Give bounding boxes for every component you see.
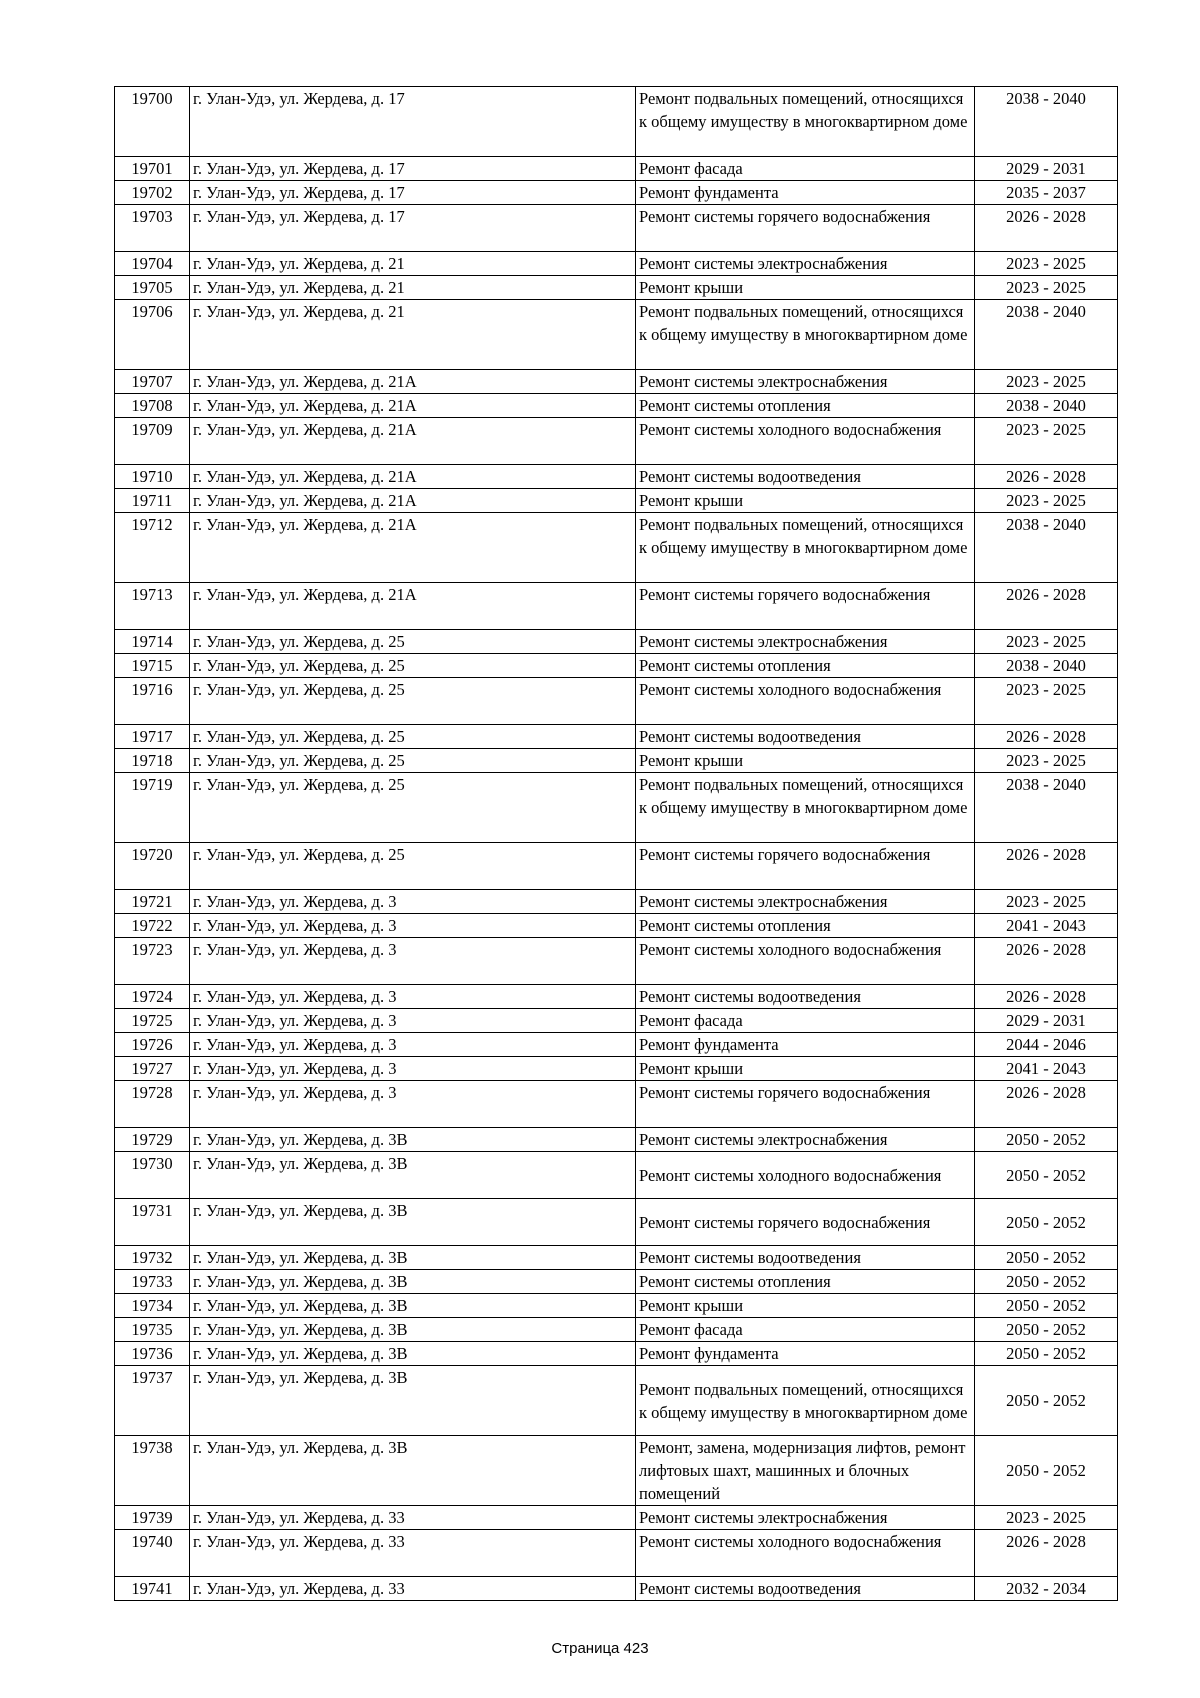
row-work-type: Ремонт системы отопления — [636, 654, 975, 678]
row-address: г. Улан-Удэ, ул. Жердева, д. 3 — [190, 914, 636, 938]
row-address: г. Улан-Удэ, ул. Жердева, д. 21 — [190, 252, 636, 276]
table-row — [115, 513, 1118, 583]
row-address: г. Улан-Удэ, ул. Жердева, д. 3 — [190, 938, 636, 985]
table-row — [115, 157, 1118, 181]
row-work-type: Ремонт системы горячего водоснабжения — [636, 843, 975, 890]
row-work-type: Ремонт системы отопления — [636, 394, 975, 418]
row-address: г. Улан-Удэ, ул. Жердева, д. 21А — [190, 513, 636, 583]
row-period: 2044 - 2046 — [975, 1033, 1118, 1057]
row-number: 19704 — [115, 252, 190, 276]
row-address: г. Улан-Удэ, ул. Жердева, д. 3В — [190, 1246, 636, 1270]
row-period: 2038 - 2040 — [975, 513, 1118, 583]
row-period: 2026 - 2028 — [975, 1530, 1118, 1577]
row-work-type: Ремонт системы водоотведения — [636, 465, 975, 489]
row-period: 2050 - 2052 — [975, 1436, 1118, 1506]
row-work-type: Ремонт системы электроснабжения — [636, 1128, 975, 1152]
row-work-type: Ремонт системы горячего водоснабжения — [636, 1199, 975, 1246]
row-number: 19721 — [115, 890, 190, 914]
row-period: 2038 - 2040 — [975, 773, 1118, 843]
row-period: 2050 - 2052 — [975, 1128, 1118, 1152]
table-row — [115, 1342, 1118, 1366]
row-number: 19729 — [115, 1128, 190, 1152]
row-address: г. Улан-Удэ, ул. Жердева, д. 17 — [190, 87, 636, 157]
table-row — [115, 370, 1118, 394]
table-row — [115, 890, 1118, 914]
row-number: 19701 — [115, 157, 190, 181]
row-period: 2050 - 2052 — [975, 1294, 1118, 1318]
row-address: г. Улан-Удэ, ул. Жердева, д. 17 — [190, 157, 636, 181]
table-row — [115, 1270, 1118, 1294]
row-work-type: Ремонт системы водоотведения — [636, 1577, 975, 1601]
row-period: 2041 - 2043 — [975, 1057, 1118, 1081]
row-address: г. Улан-Удэ, ул. Жердева, д. 3В — [190, 1366, 636, 1436]
row-period: 2038 - 2040 — [975, 300, 1118, 370]
row-work-type: Ремонт системы электроснабжения — [636, 252, 975, 276]
row-period: 2050 - 2052 — [975, 1246, 1118, 1270]
row-address: г. Улан-Удэ, ул. Жердева, д. 3В — [190, 1342, 636, 1366]
row-address: г. Улан-Удэ, ул. Жердева, д. 33 — [190, 1506, 636, 1530]
table-row — [115, 205, 1118, 252]
row-period: 2026 - 2028 — [975, 205, 1118, 252]
table-row — [115, 914, 1118, 938]
row-address: г. Улан-Удэ, ул. Жердева, д. 3В — [190, 1294, 636, 1318]
table-row — [115, 1009, 1118, 1033]
table-body — [115, 87, 1118, 1601]
row-number: 19715 — [115, 654, 190, 678]
row-address: г. Улан-Удэ, ул. Жердева, д. 25 — [190, 749, 636, 773]
row-work-type: Ремонт системы холодного водоснабжения — [636, 678, 975, 725]
row-number: 19738 — [115, 1436, 190, 1506]
row-address: г. Улан-Удэ, ул. Жердева, д. 3 — [190, 890, 636, 914]
table-row — [115, 1199, 1118, 1246]
row-period: 2050 - 2052 — [975, 1342, 1118, 1366]
row-work-type: Ремонт крыши — [636, 276, 975, 300]
row-number: 19717 — [115, 725, 190, 749]
row-period: 2023 - 2025 — [975, 276, 1118, 300]
row-number: 19710 — [115, 465, 190, 489]
table-row — [115, 1128, 1118, 1152]
row-work-type: Ремонт системы водоотведения — [636, 725, 975, 749]
row-address: г. Улан-Удэ, ул. Жердева, д. 21А — [190, 489, 636, 513]
row-work-type: Ремонт системы электроснабжения — [636, 890, 975, 914]
row-number: 19731 — [115, 1199, 190, 1246]
table-row — [115, 87, 1118, 157]
row-period: 2023 - 2025 — [975, 890, 1118, 914]
row-work-type: Ремонт крыши — [636, 1294, 975, 1318]
row-work-type: Ремонт системы электроснабжения — [636, 630, 975, 654]
table-row — [115, 843, 1118, 890]
row-work-type: Ремонт системы холодного водоснабжения — [636, 418, 975, 465]
row-number: 19714 — [115, 630, 190, 654]
row-period: 2029 - 2031 — [975, 1009, 1118, 1033]
row-address: г. Улан-Удэ, ул. Жердева, д. 21А — [190, 465, 636, 489]
row-work-type: Ремонт подвальных помещений, относящихся к общему имуществу в многоквартирном доме — [636, 513, 975, 583]
row-period: 2023 - 2025 — [975, 749, 1118, 773]
row-address: г. Улан-Удэ, ул. Жердева, д. 21 — [190, 276, 636, 300]
row-work-type: Ремонт системы электроснабжения — [636, 370, 975, 394]
row-address: г. Улан-Удэ, ул. Жердева, д. 21А — [190, 394, 636, 418]
table-row — [115, 276, 1118, 300]
table-row — [115, 489, 1118, 513]
row-number: 19741 — [115, 1577, 190, 1601]
row-period: 2026 - 2028 — [975, 985, 1118, 1009]
row-work-type: Ремонт системы водоотведения — [636, 1246, 975, 1270]
row-work-type: Ремонт системы отопления — [636, 914, 975, 938]
row-number: 19713 — [115, 583, 190, 630]
row-period: 2050 - 2052 — [975, 1366, 1118, 1436]
row-address: г. Улан-Удэ, ул. Жердева, д. 21А — [190, 418, 636, 465]
row-number: 19716 — [115, 678, 190, 725]
row-number: 19709 — [115, 418, 190, 465]
row-period: 2029 - 2031 — [975, 157, 1118, 181]
row-address: г. Улан-Удэ, ул. Жердева, д. 3В — [190, 1318, 636, 1342]
row-number: 19724 — [115, 985, 190, 1009]
row-address: г. Улан-Удэ, ул. Жердева, д. 3 — [190, 985, 636, 1009]
row-work-type: Ремонт системы горячего водоснабжения — [636, 205, 975, 252]
row-period: 2026 - 2028 — [975, 465, 1118, 489]
table-row — [115, 725, 1118, 749]
row-address: г. Улан-Удэ, ул. Жердева, д. 3В — [190, 1128, 636, 1152]
row-number: 19730 — [115, 1152, 190, 1199]
row-work-type: Ремонт фасада — [636, 1009, 975, 1033]
row-number: 19723 — [115, 938, 190, 985]
row-work-type: Ремонт фасада — [636, 1318, 975, 1342]
row-work-type: Ремонт фасада — [636, 157, 975, 181]
row-work-type: Ремонт системы отопления — [636, 1270, 975, 1294]
row-address: г. Улан-Удэ, ул. Жердева, д. 25 — [190, 654, 636, 678]
row-work-type: Ремонт подвальных помещений, относящихся к общему имуществу в многоквартирном доме — [636, 87, 975, 157]
row-work-type: Ремонт подвальных помещений, относящихся к общему имуществу в многоквартирном доме — [636, 1366, 975, 1436]
row-number: 19711 — [115, 489, 190, 513]
row-number: 19734 — [115, 1294, 190, 1318]
table-row — [115, 749, 1118, 773]
row-address: г. Улан-Удэ, ул. Жердева, д. 33 — [190, 1530, 636, 1577]
table-row — [115, 678, 1118, 725]
row-number: 19722 — [115, 914, 190, 938]
row-address: г. Улан-Удэ, ул. Жердева, д. 3В — [190, 1270, 636, 1294]
table-row — [115, 300, 1118, 370]
row-address: г. Улан-Удэ, ул. Жердева, д. 3 — [190, 1057, 636, 1081]
table-row — [115, 773, 1118, 843]
row-period: 2023 - 2025 — [975, 252, 1118, 276]
table-row — [115, 1152, 1118, 1199]
table-row — [115, 630, 1118, 654]
row-work-type: Ремонт системы холодного водоснабжения — [636, 938, 975, 985]
row-address: г. Улан-Удэ, ул. Жердева, д. 25 — [190, 725, 636, 749]
table-row — [115, 394, 1118, 418]
row-period: 2050 - 2052 — [975, 1199, 1118, 1246]
table-row — [115, 1081, 1118, 1128]
row-number: 19706 — [115, 300, 190, 370]
row-number: 19727 — [115, 1057, 190, 1081]
row-number: 19737 — [115, 1366, 190, 1436]
row-work-type: Ремонт, замена, модернизация лифтов, ремонт лифтовых шахт, машинных и блочных помещений — [636, 1436, 975, 1506]
row-address: г. Улан-Удэ, ул. Жердева, д. 33 — [190, 1577, 636, 1601]
row-number: 19707 — [115, 370, 190, 394]
row-number: 19732 — [115, 1246, 190, 1270]
row-address: г. Улан-Удэ, ул. Жердева, д. 25 — [190, 843, 636, 890]
row-work-type: Ремонт системы электроснабжения — [636, 1506, 975, 1530]
row-number: 19712 — [115, 513, 190, 583]
table-row — [115, 181, 1118, 205]
row-period: 2041 - 2043 — [975, 914, 1118, 938]
row-work-type: Ремонт системы холодного водоснабжения — [636, 1530, 975, 1577]
row-work-type: Ремонт системы горячего водоснабжения — [636, 583, 975, 630]
row-work-type: Ремонт системы горячего водоснабжения — [636, 1081, 975, 1128]
table-row — [115, 938, 1118, 985]
row-period: 2023 - 2025 — [975, 678, 1118, 725]
table-row — [115, 252, 1118, 276]
row-work-type: Ремонт крыши — [636, 489, 975, 513]
table-row — [115, 418, 1118, 465]
table-row — [115, 1033, 1118, 1057]
table-row — [115, 1436, 1118, 1506]
row-work-type: Ремонт подвальных помещений, относящихся к общему имуществу в многоквартирном доме — [636, 300, 975, 370]
table-row — [115, 654, 1118, 678]
row-period: 2026 - 2028 — [975, 843, 1118, 890]
row-number: 19739 — [115, 1506, 190, 1530]
row-work-type: Ремонт фундамента — [636, 181, 975, 205]
row-address: г. Улан-Удэ, ул. Жердева, д. 25 — [190, 678, 636, 725]
row-address: г. Улан-Удэ, ул. Жердева, д. 21А — [190, 370, 636, 394]
row-address: г. Улан-Удэ, ул. Жердева, д. 17 — [190, 205, 636, 252]
table-row — [115, 1294, 1118, 1318]
row-work-type: Ремонт крыши — [636, 1057, 975, 1081]
row-number: 19720 — [115, 843, 190, 890]
row-period: 2023 - 2025 — [975, 630, 1118, 654]
table-row — [115, 1366, 1118, 1436]
row-period: 2032 - 2034 — [975, 1577, 1118, 1601]
table-row — [115, 1530, 1118, 1577]
row-period: 2023 - 2025 — [975, 489, 1118, 513]
row-number: 19718 — [115, 749, 190, 773]
row-number: 19726 — [115, 1033, 190, 1057]
row-period: 2038 - 2040 — [975, 394, 1118, 418]
row-period: 2050 - 2052 — [975, 1270, 1118, 1294]
table-row — [115, 1246, 1118, 1270]
row-period: 2023 - 2025 — [975, 418, 1118, 465]
row-period: 2038 - 2040 — [975, 654, 1118, 678]
row-period: 2035 - 2037 — [975, 181, 1118, 205]
row-number: 19719 — [115, 773, 190, 843]
row-work-type: Ремонт системы водоотведения — [636, 985, 975, 1009]
table-row — [115, 583, 1118, 630]
row-address: г. Улан-Удэ, ул. Жердева, д. 3 — [190, 1009, 636, 1033]
row-address: г. Улан-Удэ, ул. Жердева, д. 3 — [190, 1081, 636, 1128]
row-work-type: Ремонт крыши — [636, 749, 975, 773]
row-address: г. Улан-Удэ, ул. Жердева, д. 3В — [190, 1152, 636, 1199]
row-address: г. Улан-Удэ, ул. Жердева, д. 25 — [190, 630, 636, 654]
row-address: г. Улан-Удэ, ул. Жердева, д. 3В — [190, 1199, 636, 1246]
row-number: 19740 — [115, 1530, 190, 1577]
row-number: 19705 — [115, 276, 190, 300]
row-period: 2026 - 2028 — [975, 583, 1118, 630]
row-period: 2023 - 2025 — [975, 1506, 1118, 1530]
row-period: 2023 - 2025 — [975, 370, 1118, 394]
repair-schedule-table — [114, 86, 1118, 1601]
row-address: г. Улан-Удэ, ул. Жердева, д. 25 — [190, 773, 636, 843]
table-row — [115, 1057, 1118, 1081]
row-number: 19728 — [115, 1081, 190, 1128]
table-row — [115, 1506, 1118, 1530]
table-row — [115, 985, 1118, 1009]
row-number: 19703 — [115, 205, 190, 252]
row-address: г. Улан-Удэ, ул. Жердева, д. 21А — [190, 583, 636, 630]
row-number: 19708 — [115, 394, 190, 418]
row-number: 19736 — [115, 1342, 190, 1366]
row-period: 2026 - 2028 — [975, 725, 1118, 749]
row-number: 19735 — [115, 1318, 190, 1342]
row-address: г. Улан-Удэ, ул. Жердева, д. 3В — [190, 1436, 636, 1506]
row-number: 19725 — [115, 1009, 190, 1033]
row-address: г. Улан-Удэ, ул. Жердева, д. 17 — [190, 181, 636, 205]
row-period: 2026 - 2028 — [975, 938, 1118, 985]
row-address: г. Улан-Удэ, ул. Жердева, д. 21 — [190, 300, 636, 370]
row-number: 19733 — [115, 1270, 190, 1294]
row-address: г. Улан-Удэ, ул. Жердева, д. 3 — [190, 1033, 636, 1057]
row-work-type: Ремонт фундамента — [636, 1342, 975, 1366]
table-row — [115, 1318, 1118, 1342]
row-period: 2050 - 2052 — [975, 1152, 1118, 1199]
row-work-type: Ремонт фундамента — [636, 1033, 975, 1057]
row-period: 2026 - 2028 — [975, 1081, 1118, 1128]
row-number: 19702 — [115, 181, 190, 205]
row-number: 19700 — [115, 87, 190, 157]
row-work-type: Ремонт подвальных помещений, относящихся к общему имуществу в многоквартирном доме — [636, 773, 975, 843]
row-period: 2038 - 2040 — [975, 87, 1118, 157]
table-row — [115, 1577, 1118, 1601]
page-number: Страница 423 — [551, 1640, 649, 1657]
table-row — [115, 465, 1118, 489]
row-period: 2050 - 2052 — [975, 1318, 1118, 1342]
row-work-type: Ремонт системы холодного водоснабжения — [636, 1152, 975, 1199]
